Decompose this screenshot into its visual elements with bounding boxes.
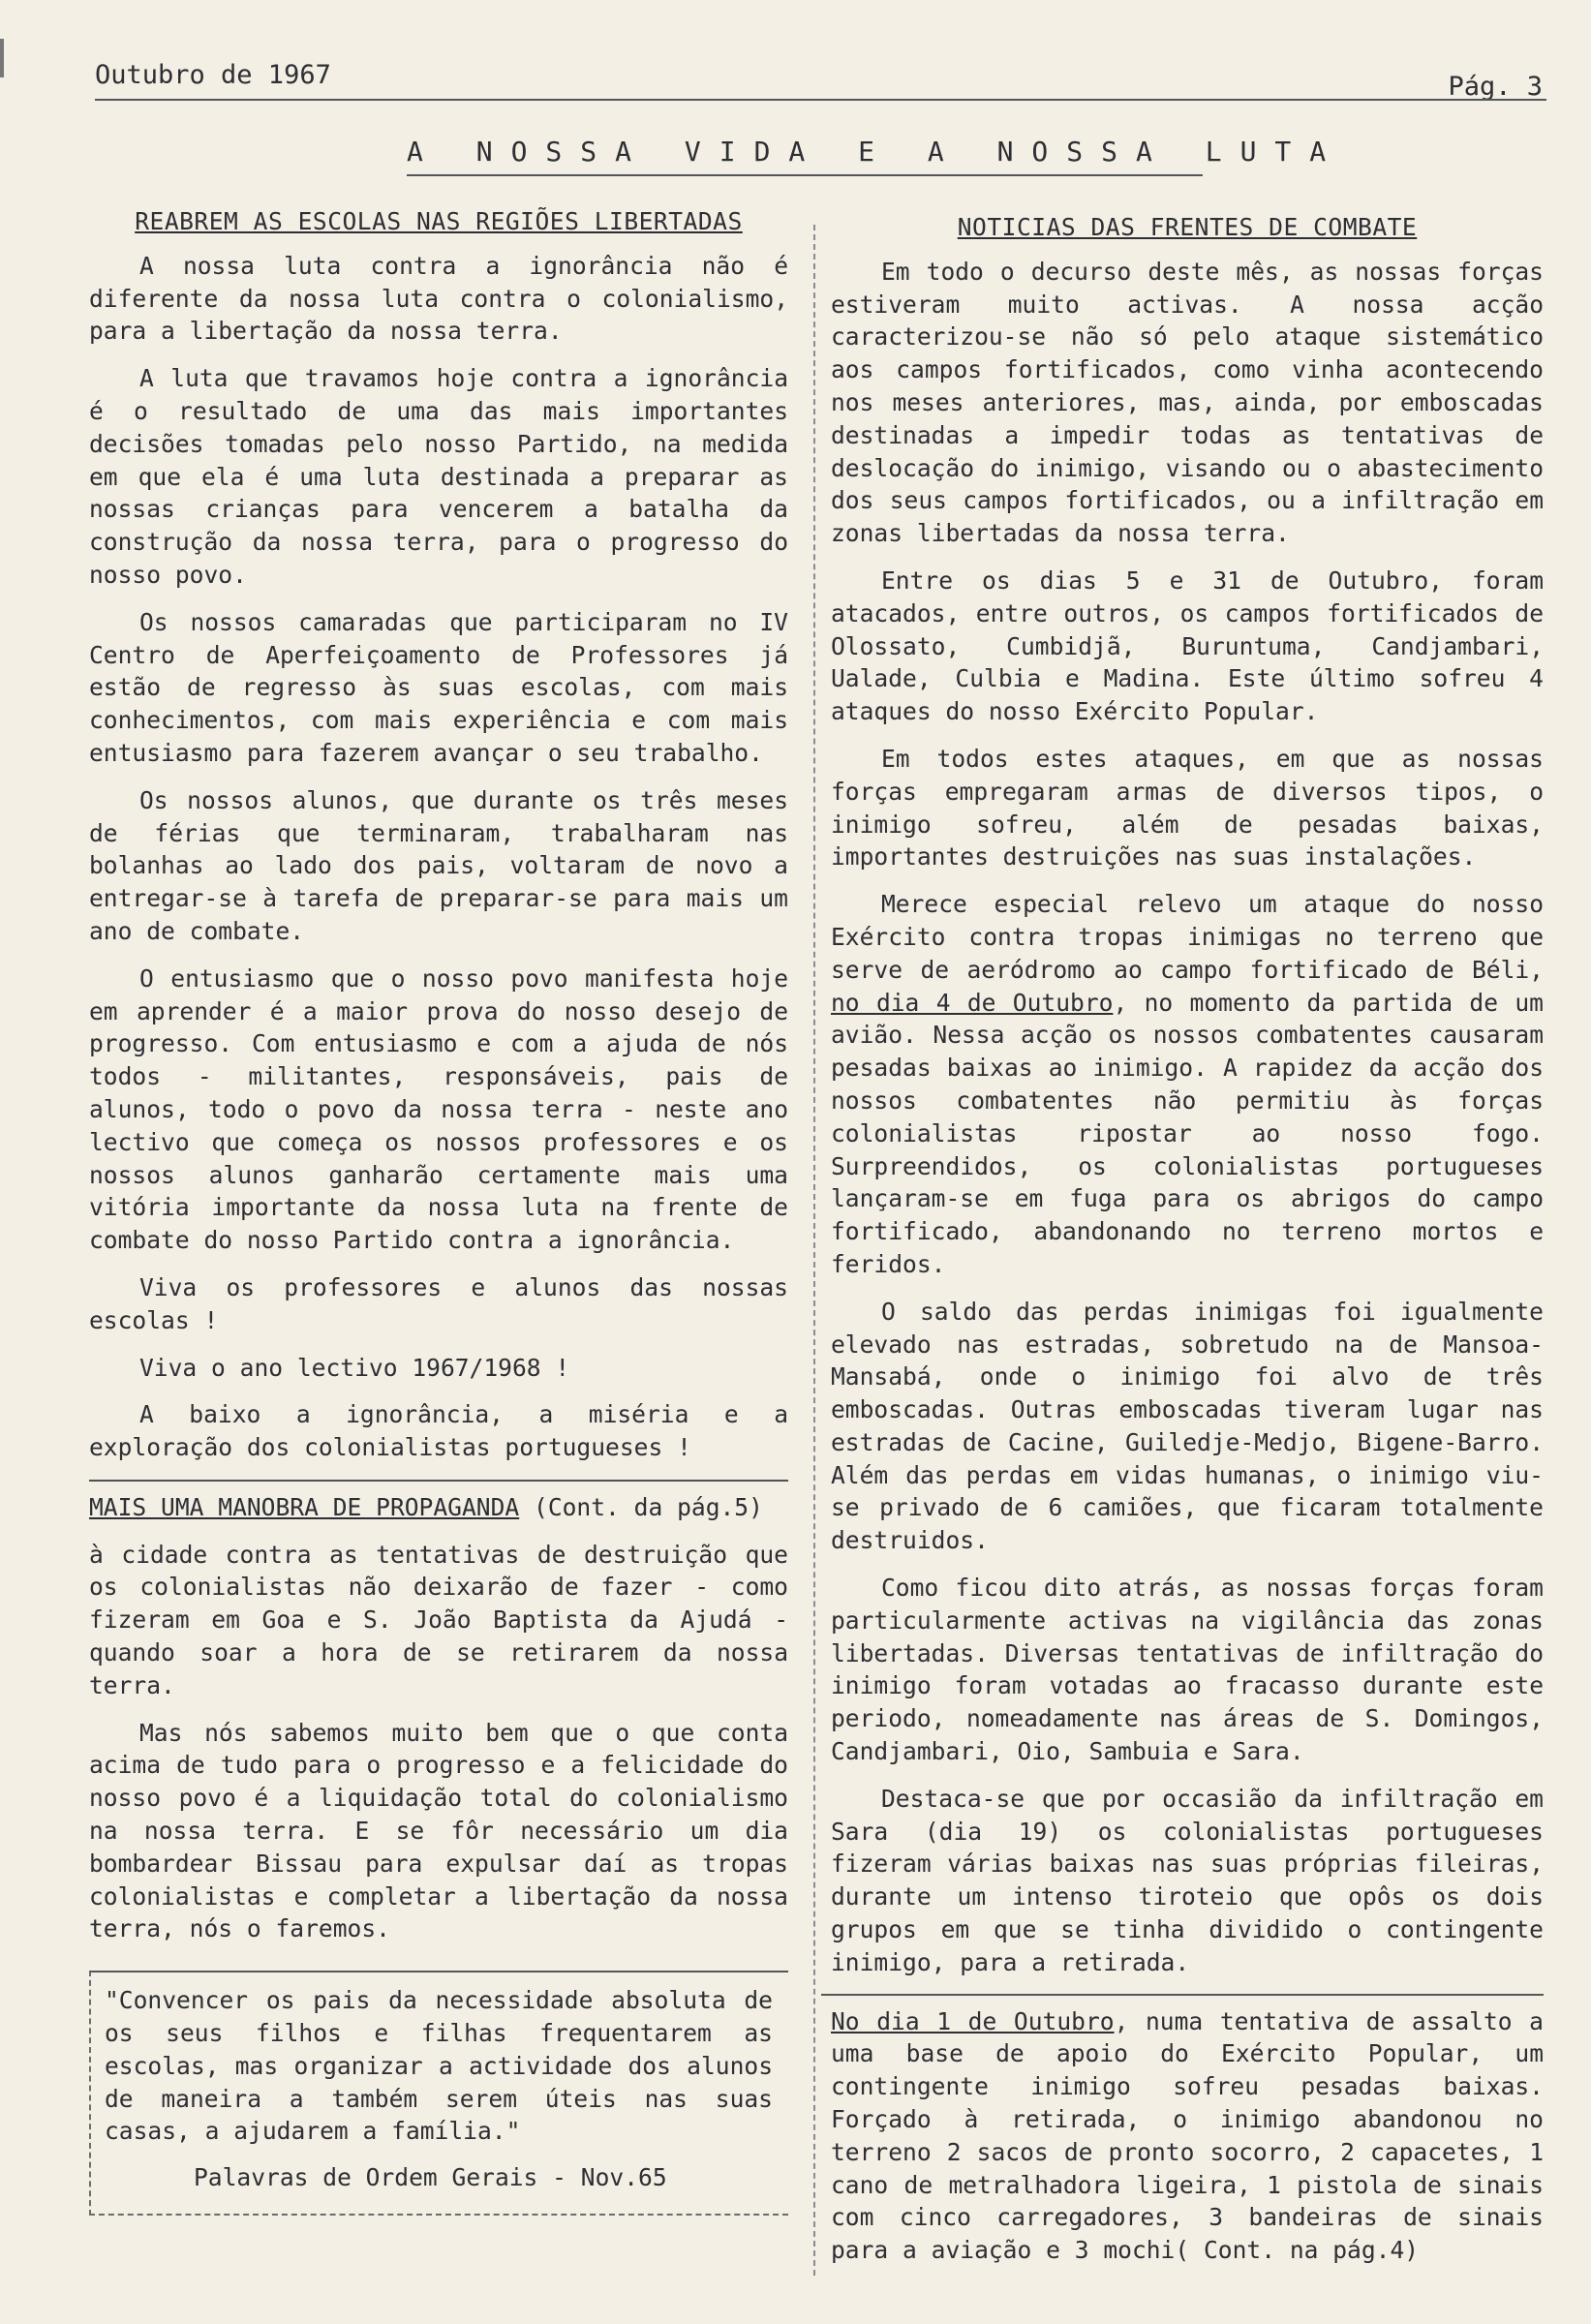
quote-source: Palavras de Ordem Gerais - Nov.65 xyxy=(194,2163,667,2192)
section-rule xyxy=(821,1994,1544,1996)
article-paragraph: Viva os professores e alunos das nossas escolas ! xyxy=(89,1272,788,1334)
article-paragraph: à cidade contra as tentativas de destruição que os colonialistas não deixarão de fazer - como fizeram em Goa e S. João Baptista da Ajudá - quando soar a hora de se retirarem da nossa terra. xyxy=(89,1540,788,1699)
masthead-rule xyxy=(407,174,1203,176)
article-paragraph: Destaca-se que por occasião da infiltração em Sara (dia 19) os colonialistas portugueses fizeram várias baixas nas suas próprias fileiras, durante um intenso tiroteio que opôs os dois grupos em que se tinha dividido o contingente inimigo, para a retirada. xyxy=(831,1784,1544,1976)
text-run: , no momento da partida de um avião. Nessa acção os nossos combatentes causaram pesadas baixas ao inimigo. A rapidez da acção dos nossos combatentes não permitiu às forças colonialistas ripostar ao nosso fogo. Surpreendidos, os colonialistas portugueses lançaram-se em fuga para os abrigos do campo fortificado, abandonando no terreno mortos e feridos. xyxy=(831,988,1544,1278)
article-paragraph: A luta que travamos hoje contra a ignorância é o resultado de uma das mais importantes decisões tomadas pelo nosso Partido, na medida em que ela é uma luta destinada a preparar as nossas crianças para vencerem a batalha da construção da nossa terra, para o progresso do nosso povo. xyxy=(89,364,788,589)
article-paragraph: Como ficou dito atrás, as nossas forças foram particularmente activas na vigilância das zonas libertadas. Diversas tentativas de infiltração do inimigo foram votadas ao fracasso durante este periodo, nomeadamente nas áreas de S. Domingos, Candjambari, Oio, Sambuia e Sara. xyxy=(831,1574,1544,1766)
underlined-date: no dia 4 de Outubro xyxy=(831,988,1114,1017)
article-paragraph: Viva o ano lectivo 1967/1968 ! xyxy=(139,1353,570,1382)
article-title-schools: REABREM AS ESCOLAS NAS REGIÕES LIBERTADAS xyxy=(135,207,743,235)
header-page-number: Pág. 3 xyxy=(1448,72,1543,102)
masthead-title: A NOSSA VIDA E A NOSSA LUTA xyxy=(407,136,1345,168)
article-paragraph: Mas nós sabemos muito bem que o que conta acima de tudo para o progresso e a felicidade do nosso povo é a liquidação total do colonialismo na nossa terra. E se fôr necessário um dia bombardear Bissau para expulsar daí as tropas colonialistas e completar a libertação da nossa terra, nós o faremos. xyxy=(89,1718,788,1943)
article-paragraph xyxy=(89,1491,788,1524)
left-column xyxy=(89,205,788,2216)
column-divider xyxy=(813,225,815,2276)
article-paragraph: Os nossos camaradas que participaram no IV Centro de Aperfeiçoamento de Professores já estão de regresso às suas escolas, com mais conhecimentos, com mais experiência e com mais entusiasmo para fazerem avançar o seu trabalho. xyxy=(89,607,788,767)
margin-mark xyxy=(0,39,4,77)
text-run: Merece especial relevo um ataque do nosso Exército contra tropas inimigas no terreno que serve de aeródromo ao campo fortificado de Béli, xyxy=(831,890,1544,984)
article-paragraph xyxy=(831,888,1544,1281)
right-column xyxy=(831,211,1544,2281)
article-paragraph: Em todo o decurso deste mês, as nossas forças estiveram muito activas. A nossa acção caracterizou-se não só pelo ataque sistemático aos campos fortificados, como vinha acontecendo nos meses anteriores, mas, ainda, por emboscadas destinadas a impedir todas as tentativas de deslocação do inimigo, visando ou o abastecimento dos seus campos fortificados, ou a infiltração em zonas libertadas da nossa terra. xyxy=(831,257,1544,548)
text-run: , numa tentativa de assalto a uma base de apoio do Exército Popular, um contingente inimigo sofreu pesadas baixas. Forçado à retirada, o inimigo abandonou no terreno 2 sacos de pronto socorro, 2 capacetes, 1 cano de metralhadora ligeira, 1 pistola de sinais com cinco carregadores, 3 bandeiras de sinais para a aviação e 3 mochi( Cont. na pág.4) xyxy=(831,2006,1544,2265)
article-paragraph: A baixo a ignorância, a miséria e a exploração dos colonialistas portugueses ! xyxy=(89,1400,788,1462)
article-paragraph xyxy=(831,2005,1544,2267)
article-paragraph: O entusiasmo que o nosso povo manifesta hoje em aprender é a maior prova do nosso desejo de progresso. Com entusiasmo e com a ajuda de nós todos - militantes, responsáveis, pais de alunos, todo o povo da nossa terra - neste ano lectivo que começa os nossos professores e os nossos alunos ganharão certamente mais uma vitória importante da nossa luta na frente de combate do nosso Partido contra a ignorância. xyxy=(89,963,788,1255)
article-paragraph: O saldo das perdas inimigas foi igualmente elevado nas estradas, sobretudo na de Mansoa-Mansabá, onde o inimigo foi alvo de três emboscadas. Outras emboscadas tiveram lugar nas estradas de Cacine, Guiledje-Medjo, Bigene-Barro. Além das perdas em vidas humanas, o inimigo viu-se privado de 6 camiões, que ficaram totalmente destruidos. xyxy=(831,1297,1544,1555)
continued-from-note: (Cont. da pág.5) xyxy=(519,1492,763,1521)
article-paragraph: A nossa luta contra a ignorância não é diferente da nossa luta contra o colonialismo, para a libertação da nossa terra. xyxy=(89,251,788,346)
article-paragraph: Os nossos alunos, que durante os três meses de férias que terminaram, trabalharam nas bolanhas ao lado dos pais, voltaram de novo a entregar-se à tarefa de preparar-se para mais um ano de combate. xyxy=(89,785,788,945)
article-paragraph: Em todos estes ataques, em que as nossas forças empregaram armas de diversos tipos, o inimigo sofreu, além de pesadas baixas, importantes destruições nas suas instalações. xyxy=(831,744,1544,872)
underlined-date: No dia 1 de Outubro xyxy=(831,2006,1115,2035)
quote-text: "Convencer os pais da necessidade absoluta de os seus filhos e filhas frequentarem as escolas, mas organizar a actividade dos alunos de maneira a também serem úteis nas suas casas, a ajudarem a família." xyxy=(105,1986,773,2146)
quote-box xyxy=(89,1971,788,2216)
article-title-combat-news: NOTICIAS DAS FRENTES DE COMBATE xyxy=(957,213,1418,241)
article-propaganda xyxy=(89,1480,788,1945)
header-rule xyxy=(95,99,1546,101)
header-date: Outubro de 1967 xyxy=(95,60,331,90)
article-title-propaganda: MAIS UMA MANOBRA DE PROPAGANDA xyxy=(89,1492,520,1521)
article-paragraph: Entre os dias 5 e 31 de Outubro, foram atacados, entre outros, os campos fortificados de Olossato, Cumbidjã, Buruntuma, Candjambari, Ualade, Culbia e Madina. Este último sofreu 4 ataques do nosso Exército Popular. xyxy=(831,566,1544,726)
